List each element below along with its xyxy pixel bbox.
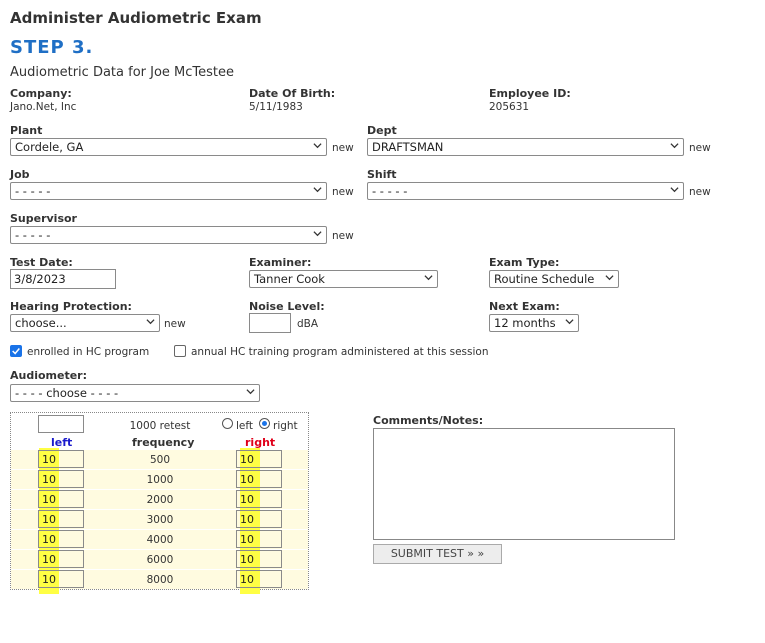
- noise-unit: dBA: [297, 318, 319, 330]
- dob-value: 5/11/1983: [249, 101, 303, 113]
- frequency-header: frequency: [132, 436, 195, 449]
- chevron-down-icon: [424, 273, 433, 282]
- supervisor-select-value: - - - - -: [15, 228, 51, 242]
- exam-type-select[interactable]: [489, 270, 619, 288]
- plant-select[interactable]: [10, 138, 327, 156]
- dept-label: Dept: [367, 124, 397, 137]
- frequency-label: 8000: [146, 574, 174, 586]
- supervisor-new-link[interactable]: new: [332, 230, 354, 242]
- shift-select[interactable]: [367, 182, 684, 200]
- examiner-select-value: Tanner Cook: [254, 272, 325, 286]
- chevron-down-icon: [313, 141, 322, 150]
- chevron-down-icon: [246, 387, 255, 396]
- shift-select-value: - - - - -: [372, 184, 408, 198]
- chevron-down-icon: [313, 185, 322, 194]
- employee-id-value: 205631: [489, 101, 530, 113]
- dept-new-link[interactable]: new: [689, 142, 711, 154]
- hearing-protection-select-value: choose...: [15, 316, 67, 330]
- right-threshold-input[interactable]: 10: [236, 550, 282, 568]
- dept-select-value: DRAFTSMAN: [372, 140, 444, 154]
- company-value: Jano.Net, Inc: [10, 101, 77, 113]
- plant-label: Plant: [10, 124, 43, 137]
- frequency-label: 2000: [146, 494, 174, 506]
- training-checkbox[interactable]: [174, 345, 186, 357]
- noise-level-label: Noise Level:: [249, 300, 325, 313]
- frequency-label: 6000: [146, 554, 174, 566]
- job-new-link[interactable]: new: [332, 186, 354, 198]
- supervisor-select[interactable]: [10, 226, 327, 244]
- left-threshold-input[interactable]: 10: [38, 510, 84, 528]
- audiometer-select-value: - - - - choose - - - -: [15, 386, 119, 400]
- dept-select[interactable]: [367, 138, 684, 156]
- left-threshold-input[interactable]: 10: [38, 570, 84, 588]
- frequency-label: 500: [149, 454, 171, 466]
- company-label: Company:: [10, 87, 72, 100]
- job-select[interactable]: [10, 182, 327, 200]
- right-threshold-input[interactable]: 10: [236, 490, 282, 508]
- comments-label: Comments/Notes:: [373, 414, 484, 427]
- retest-left-radio[interactable]: [222, 418, 233, 429]
- retest-right-label: right: [273, 420, 298, 432]
- examiner-label: Examiner:: [249, 256, 312, 269]
- audiometer-label: Audiometer:: [10, 369, 88, 382]
- shift-new-link[interactable]: new: [689, 186, 711, 198]
- step-heading: STEP 3.: [10, 37, 94, 58]
- right-threshold-input[interactable]: 10: [236, 450, 282, 468]
- page-title: Administer Audiometric Exam: [10, 9, 262, 27]
- left-ear-header: left: [51, 436, 73, 449]
- right-threshold-input[interactable]: 10: [236, 530, 282, 548]
- plant-new-link[interactable]: new: [332, 142, 354, 154]
- hearing-protection-label: Hearing Protection:: [10, 300, 132, 313]
- left-threshold-input[interactable]: 10: [38, 530, 84, 548]
- next-exam-select-value: 12 months: [494, 316, 556, 330]
- supervisor-label: Supervisor: [10, 212, 77, 225]
- page-subtitle: Audiometric Data for Joe McTestee: [10, 65, 235, 80]
- chevron-down-icon: [670, 141, 679, 150]
- exam-type-label: Exam Type:: [489, 256, 560, 269]
- retest-label: 1000 retest: [129, 420, 191, 432]
- frequency-label: 4000: [146, 534, 174, 546]
- test-date-label: Test Date:: [10, 256, 73, 269]
- right-threshold-input[interactable]: 10: [236, 570, 282, 588]
- plant-select-value: Cordele, GA: [15, 140, 84, 154]
- chevron-down-icon: [605, 273, 614, 282]
- test-date-input[interactable]: 3/8/2023: [10, 269, 116, 289]
- chevron-down-icon: [313, 229, 322, 238]
- employee-id-label: Employee ID:: [489, 87, 571, 100]
- noise-level-input[interactable]: [249, 313, 291, 333]
- submit-test-button[interactable]: SUBMIT TEST » »: [373, 544, 502, 564]
- frequency-label: 1000: [146, 474, 174, 486]
- next-exam-select[interactable]: [489, 314, 579, 332]
- checkmark-icon: [11, 346, 21, 356]
- training-label: annual HC training program administered at this session: [191, 346, 489, 358]
- hearing-protection-new-link[interactable]: new: [164, 318, 186, 330]
- enrolled-label: enrolled in HC program: [27, 346, 150, 358]
- chevron-down-icon: [670, 185, 679, 194]
- shift-label: Shift: [367, 168, 397, 181]
- next-exam-label: Next Exam:: [489, 300, 560, 313]
- chevron-down-icon: [565, 317, 574, 326]
- right-ear-header: right: [245, 436, 276, 449]
- left-threshold-input[interactable]: 10: [38, 550, 84, 568]
- job-select-value: - - - - -: [15, 184, 51, 198]
- chevron-down-icon: [146, 317, 155, 326]
- job-label: Job: [10, 168, 30, 181]
- enrolled-checkbox[interactable]: [10, 345, 22, 357]
- dob-label: Date Of Birth:: [249, 87, 336, 100]
- left-threshold-input[interactable]: 10: [38, 490, 84, 508]
- exam-type-select-value: Routine Schedule: [494, 272, 595, 286]
- frequency-label: 3000: [146, 514, 174, 526]
- comments-textarea[interactable]: [373, 428, 675, 540]
- left-threshold-input[interactable]: 10: [38, 470, 84, 488]
- right-threshold-input[interactable]: 10: [236, 510, 282, 528]
- examiner-select[interactable]: [249, 270, 438, 288]
- audiometer-select[interactable]: [10, 384, 260, 402]
- left-threshold-input[interactable]: 10: [38, 450, 84, 468]
- retest-right-radio[interactable]: [259, 418, 270, 429]
- retest-input[interactable]: [38, 415, 84, 433]
- hearing-protection-select[interactable]: [10, 314, 160, 332]
- right-threshold-input[interactable]: 10: [236, 470, 282, 488]
- retest-left-label: left: [236, 420, 254, 432]
